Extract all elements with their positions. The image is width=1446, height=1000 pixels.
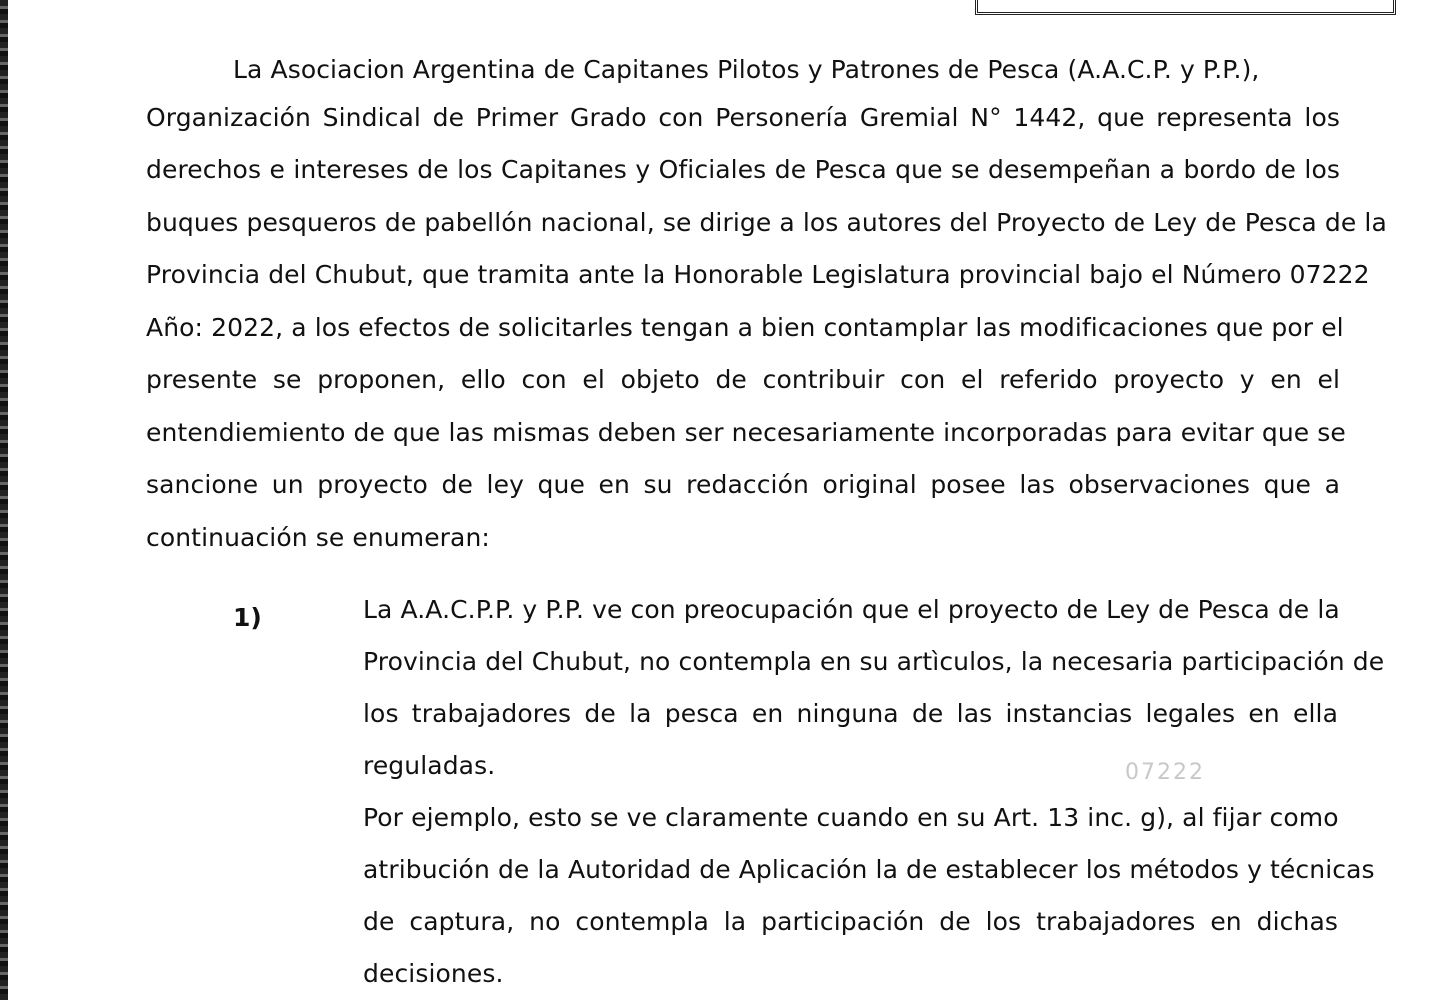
- item1-line-3: los trabajadores de la pesca en ninguna de las instancias legales en ella: [363, 699, 1338, 728]
- item1-line-5: Por ejemplo, esto se ve claramente cuando en su Art. 13 inc. g), al fijar como: [363, 803, 1339, 832]
- item-number: 1): [233, 603, 262, 632]
- intro-line-9: sancione un proyecto de ley que en su redacción original posee las observaciones que a: [146, 470, 1340, 499]
- item1-line-2: Provincia del Chubut, no contempla en su artìculos, la necesaria participación de: [363, 647, 1385, 676]
- intro-line-10: continuación se enumeran:: [146, 523, 490, 552]
- item1-line-1: La A.A.C.P.P. y P.P. ve con preocupación que el proyecto de Ley de Pesca de la: [363, 595, 1340, 624]
- intro-line-4: buques pesqueros de pabellón nacional, se dirige a los autores del Proyecto de Ley de Pesca de la: [146, 208, 1387, 237]
- item1-line-6: atribución de la Autoridad de Aplicación la de establecer los métodos y técnicas: [363, 855, 1375, 884]
- intro-line-7: presente se proponen, ello con el objeto de contribuir con el referido proyecto y en el: [146, 365, 1340, 394]
- intro-line-8: entendiemiento de que las mismas deben ser necesariamente incorporadas para evitar que se: [146, 418, 1346, 447]
- intro-line-2: Organización Sindical de Primer Grado con Personería Gremial N° 1442, que representa los: [146, 103, 1340, 132]
- item1-line-7: de captura, no contempla la participación de los trabajadores en dichas: [363, 907, 1338, 936]
- item1-line-8: decisiones.: [363, 959, 504, 988]
- item1-line-4: reguladas.: [363, 751, 496, 780]
- page-edge-shadow: [0, 0, 8, 1000]
- faint-stamp-number: 07222: [1125, 760, 1205, 785]
- intro-line-5: Provincia del Chubut, que tramita ante la Honorable Legislatura provincial bajo el Número 07222: [146, 260, 1370, 289]
- intro-line-1: La Asociacion Argentina de Capitanes Pilotos y Patrones de Pesca (A.A.C.P. y P.P.),: [233, 55, 1260, 84]
- intro-line-3: derechos e intereses de los Capitanes y Oficiales de Pesca que se desempeñan a bordo de los: [146, 155, 1340, 184]
- intro-line-6: Año: 2022, a los efectos de solicitarles tengan a bien contamplar las modificaciones que por el: [146, 313, 1344, 342]
- header-stamp-box: [975, 0, 1396, 15]
